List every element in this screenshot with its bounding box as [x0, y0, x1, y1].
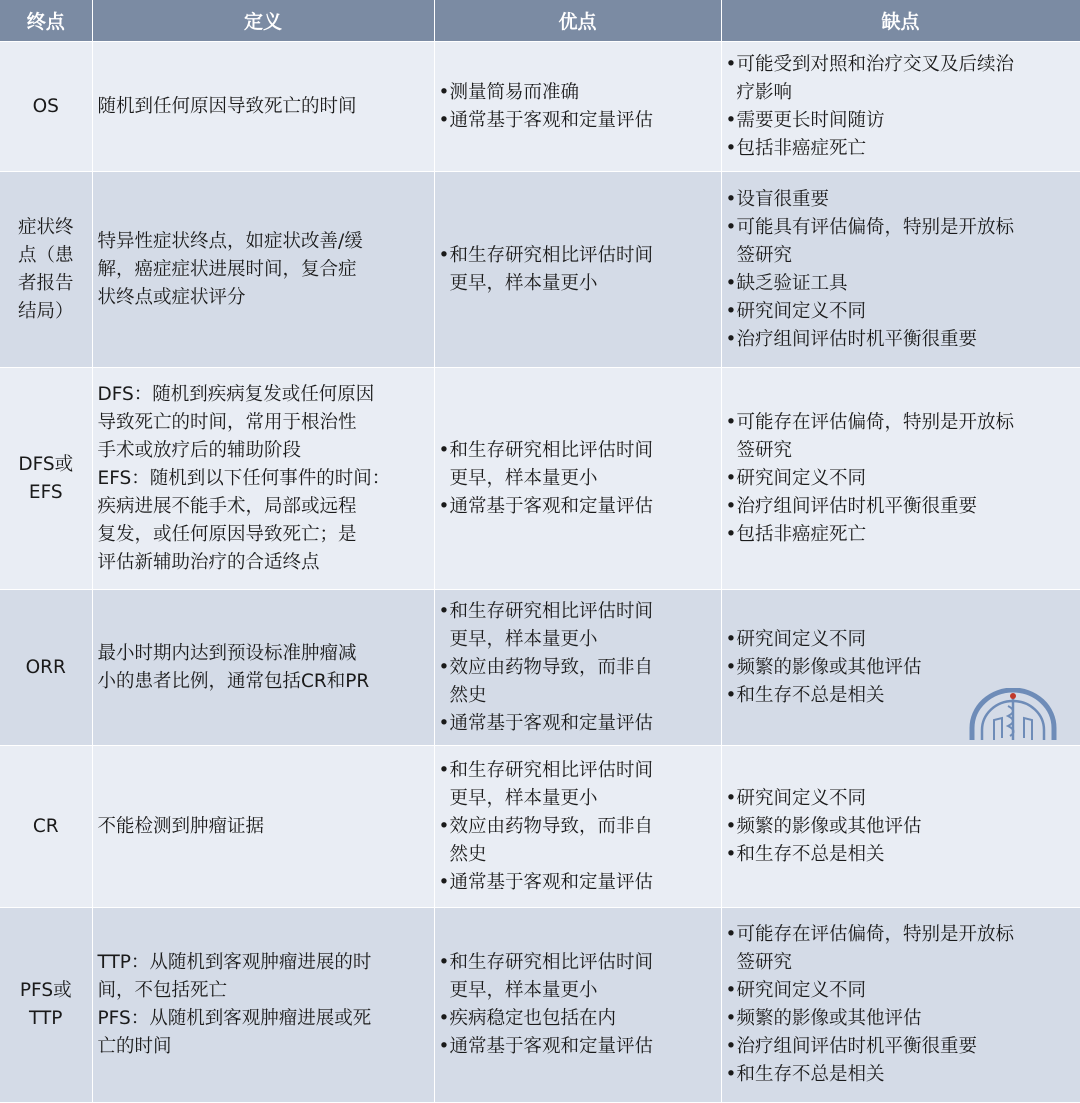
- cons-text: 可能存在评估偏倚，特别是开放标 签研究: [736, 924, 1015, 973]
- pros-text: 和生存研究相比评估时间 更早，样本量更小: [449, 439, 654, 489]
- bullet-icon: •: [438, 495, 450, 517]
- bullet-icon: •: [725, 411, 737, 433]
- cons-text: 设盲很重要: [736, 188, 830, 210]
- pros-text: 和生存研究相比评估时间 更早，样本量更小: [449, 952, 654, 1001]
- cons-item: [726, 521, 1076, 549]
- pros-list: [439, 242, 717, 298]
- pros-item: [439, 598, 717, 654]
- header-cons: 缺点: [721, 0, 1080, 42]
- bullet-icon: •: [725, 815, 737, 837]
- bullet-icon: •: [725, 1064, 737, 1085]
- table-row: [0, 172, 1080, 368]
- bullet-icon: •: [725, 1036, 737, 1057]
- bullet-icon: •: [438, 656, 450, 678]
- definition-cell: [92, 590, 434, 746]
- cons-cell: [721, 746, 1080, 908]
- cons-item: [726, 654, 1076, 682]
- bullet-icon: •: [438, 952, 450, 973]
- pros-item: [439, 107, 717, 135]
- cons-item: [726, 493, 1076, 521]
- cons-cell: [721, 368, 1080, 590]
- pros-list: [439, 598, 717, 738]
- pros-text: 和生存研究相比评估时间 更早，样本量更小: [449, 759, 654, 809]
- table-body: [0, 42, 1080, 1103]
- cons-item: [726, 465, 1076, 493]
- table-header: [0, 0, 1080, 42]
- definition-cell: [92, 172, 434, 368]
- definition-text: 随机到任何原因导致死亡的时间: [97, 95, 357, 117]
- definition-cell: [92, 42, 434, 172]
- cons-text: 需要更长时间随访: [736, 109, 885, 131]
- cons-text: 和生存不总是相关: [736, 1064, 885, 1085]
- bullet-icon: •: [725, 53, 737, 75]
- pros-text: 通常基于客观和定量评估: [449, 871, 654, 893]
- header-row: [0, 0, 1080, 42]
- cons-text: 可能具有评估偏倚，特别是开放标 签研究: [736, 216, 1015, 266]
- endpoint-cell: DFS或 EFS: [0, 368, 92, 590]
- pros-text: 效应由药物导致，而非自 然史: [449, 656, 654, 706]
- bullet-icon: •: [725, 628, 737, 650]
- pros-cell: [434, 908, 721, 1103]
- cons-item: [726, 1061, 1076, 1089]
- bullet-icon: •: [438, 712, 450, 734]
- cons-text: 研究间定义不同: [736, 467, 867, 489]
- header-definition: 定义: [92, 0, 434, 42]
- bullet-icon: •: [725, 328, 737, 350]
- bullet-icon: •: [438, 759, 450, 781]
- cons-item: [726, 298, 1076, 326]
- cons-text: 频繁的影像或其他评估: [736, 815, 922, 837]
- pros-list: [439, 437, 717, 521]
- cons-text: 研究间定义不同: [736, 300, 867, 322]
- pros-list: [439, 79, 717, 135]
- cons-cell: [721, 172, 1080, 368]
- cons-text: 可能受到对照和治疗交叉及后续治 疗影响: [736, 53, 1015, 103]
- cons-list: [726, 186, 1076, 354]
- pros-item: [439, 1005, 717, 1033]
- cons-item: [726, 326, 1076, 354]
- bullet-icon: •: [725, 684, 737, 706]
- bullet-icon: •: [725, 1008, 737, 1029]
- pros-item: [439, 869, 717, 897]
- bullet-icon: •: [438, 244, 450, 266]
- definition-text: DFS：随机到疾病复发或任何原因 导致死亡的时间，常用于根治性 手术或放疗后的辅助阶段: [97, 383, 375, 461]
- cons-item: [726, 841, 1076, 869]
- bullet-icon: •: [725, 109, 737, 131]
- definition-cell: [92, 746, 434, 908]
- endpoint-cell: CR: [0, 746, 92, 908]
- definition-cell: [92, 368, 434, 590]
- cons-text: 研究间定义不同: [736, 787, 867, 809]
- cons-item: [726, 135, 1076, 163]
- pros-item: [439, 757, 717, 813]
- pros-item: [439, 710, 717, 738]
- cons-cell: [721, 908, 1080, 1103]
- cons-list: [726, 409, 1076, 549]
- bullet-icon: •: [725, 523, 737, 545]
- pros-text: 效应由药物导致，而非自 然史: [449, 815, 654, 865]
- pros-text: 测量简易而准确: [449, 81, 580, 103]
- bullet-icon: •: [725, 495, 737, 517]
- bullet-icon: •: [438, 439, 450, 461]
- definition-text: 最小时期内达到预设标准肿瘤减 小的患者比例，通常包括CR和PR: [97, 642, 370, 692]
- cons-item: [726, 107, 1076, 135]
- endpoint-cell: ORR: [0, 590, 92, 746]
- pros-item: [439, 493, 717, 521]
- header-pros: 优点: [434, 0, 721, 42]
- endpoint-cell: OS: [0, 42, 92, 172]
- cons-list: [726, 785, 1076, 869]
- definition-text: TTP：从随机到客观肿瘤进展的时 间，不包括死亡: [97, 952, 372, 1001]
- cons-text: 治疗组间评估时机平衡很重要: [736, 328, 978, 350]
- bullet-icon: •: [438, 109, 450, 131]
- pros-text: 和生存研究相比评估时间 更早，样本量更小: [449, 244, 654, 294]
- cons-item: [726, 270, 1076, 298]
- cons-item: [726, 813, 1076, 841]
- bullet-icon: •: [438, 815, 450, 837]
- bullet-icon: •: [438, 871, 450, 893]
- pros-item: [439, 813, 717, 869]
- cons-text: 频繁的影像或其他评估: [736, 1008, 922, 1029]
- cons-item: [726, 626, 1076, 654]
- bullet-icon: •: [438, 81, 450, 103]
- cons-text: 频繁的影像或其他评估: [736, 656, 922, 678]
- cons-item: [726, 51, 1076, 107]
- bullet-icon: •: [725, 656, 737, 678]
- bullet-icon: •: [438, 1008, 450, 1029]
- table-row: [0, 908, 1080, 1103]
- pros-text: 疾病稳定也包括在内: [449, 1008, 617, 1029]
- table-row: [0, 746, 1080, 908]
- pros-text: 和生存研究相比评估时间 更早，样本量更小: [449, 600, 654, 650]
- definition-cell: [92, 908, 434, 1103]
- pros-list: [439, 949, 717, 1061]
- definition-text: EFS：随机到以下任何事件的时间： 疾病进展不能手术，局部或远程 复发，或任何原因导致死亡；是 评估新辅助治疗的合适终点: [97, 467, 391, 573]
- cons-item: [726, 1005, 1076, 1033]
- definition-text: 不能检测到肿瘤证据: [97, 815, 265, 837]
- pros-text: 通常基于客观和定量评估: [449, 712, 654, 734]
- bullet-icon: •: [725, 137, 737, 159]
- pros-cell: [434, 590, 721, 746]
- cons-text: 治疗组间评估时机平衡很重要: [736, 495, 978, 517]
- pros-text: 通常基于客观和定量评估: [449, 1036, 654, 1057]
- table-row: [0, 590, 1080, 746]
- bullet-icon: •: [725, 467, 737, 489]
- cons-item: [726, 214, 1076, 270]
- pros-item: [439, 654, 717, 710]
- table-row: [0, 368, 1080, 590]
- pros-cell: [434, 42, 721, 172]
- pros-cell: [434, 746, 721, 908]
- bullet-icon: •: [438, 600, 450, 622]
- definition-text: 特异性症状终点，如症状改善/缓 解，癌症症状进展时间，复合症 状终点或症状评分: [97, 230, 363, 308]
- bullet-icon: •: [725, 980, 737, 1001]
- cons-text: 和生存不总是相关: [736, 684, 885, 706]
- pros-item: [439, 79, 717, 107]
- bullet-icon: •: [725, 843, 737, 865]
- cons-text: 缺乏验证工具: [736, 272, 848, 294]
- cons-item: [726, 409, 1076, 465]
- pros-item: [439, 242, 717, 298]
- bullet-icon: •: [725, 300, 737, 322]
- caduceus-logo-icon: [968, 688, 1058, 740]
- cons-item: [726, 186, 1076, 214]
- bullet-icon: •: [725, 216, 737, 238]
- bullet-icon: •: [725, 188, 737, 210]
- cons-text: 包括非癌症死亡: [736, 523, 867, 545]
- cons-cell: [721, 42, 1080, 172]
- cons-item: [726, 977, 1076, 1005]
- cons-list: [726, 921, 1076, 1089]
- pros-item: [439, 949, 717, 1005]
- pros-item: [439, 437, 717, 493]
- cons-text: 治疗组间评估时机平衡很重要: [736, 1036, 978, 1057]
- definition-text: PFS：从随机到客观肿瘤进展或死 亡的时间: [97, 1008, 372, 1057]
- pros-cell: [434, 172, 721, 368]
- cons-item: [726, 921, 1076, 977]
- cons-text: 可能存在评估偏倚，特别是开放标 签研究: [736, 411, 1015, 461]
- pros-item: [439, 1033, 717, 1061]
- header-endpoint: 终点: [0, 0, 92, 42]
- pros-cell: [434, 368, 721, 590]
- table-row: [0, 42, 1080, 172]
- cons-text: 和生存不总是相关: [736, 843, 885, 865]
- bullet-icon: •: [725, 787, 737, 809]
- cons-text: 包括非癌症死亡: [736, 137, 867, 159]
- bullet-icon: •: [725, 924, 737, 945]
- cons-item: [726, 785, 1076, 813]
- endpoint-cell: 症状终 点（患 者报告 结局）: [0, 172, 92, 368]
- bullet-icon: •: [438, 1036, 450, 1057]
- pros-list: [439, 757, 717, 897]
- cons-text: 研究间定义不同: [736, 980, 867, 1001]
- pros-text: 通常基于客观和定量评估: [449, 495, 654, 517]
- cons-item: [726, 1033, 1076, 1061]
- endpoint-cell: PFS或 TTP: [0, 908, 92, 1103]
- bullet-icon: •: [725, 272, 737, 294]
- cons-list: [726, 51, 1076, 163]
- cons-text: 研究间定义不同: [736, 628, 867, 650]
- pros-text: 通常基于客观和定量评估: [449, 109, 654, 131]
